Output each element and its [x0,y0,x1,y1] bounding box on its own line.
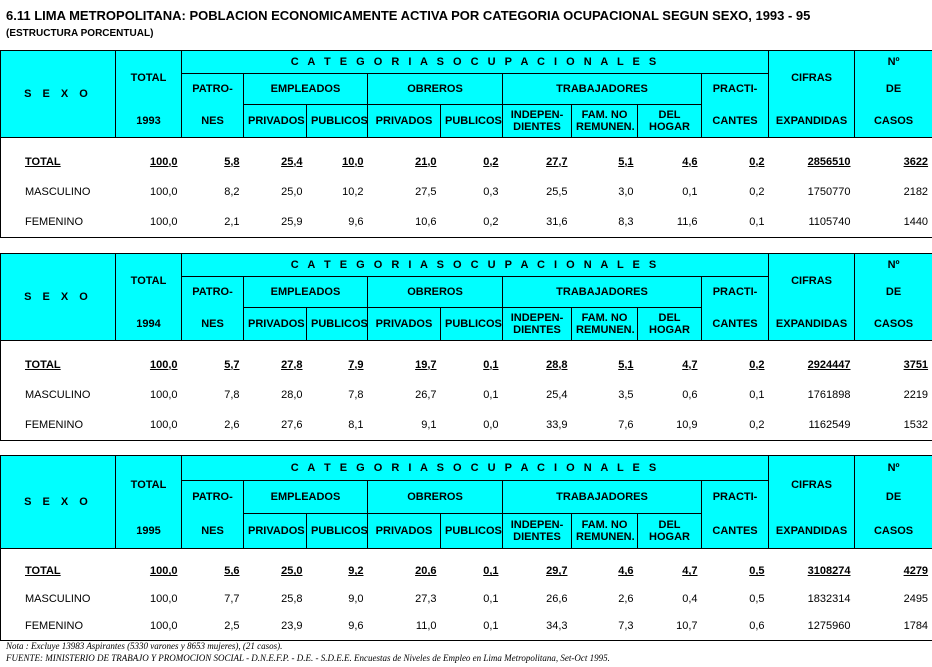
cell-value: 28,0 [281,388,303,401]
cell-value: 5,1 [618,155,634,168]
row-label: FEMENINO [25,620,84,633]
cifras-header: CIFRAS [769,456,855,514]
cell-value: 1750770 [807,185,851,198]
table-row [1,146,932,176]
cell-value: 1832314 [807,592,851,605]
practicantes-header: PRACTI- [702,481,769,514]
cell-value: 0,2 [483,155,499,168]
cell-value: 2,6 [618,592,634,605]
row-label: MASCULINO [25,388,91,401]
header-table [0,253,932,341]
cell-value: 3,5 [618,388,634,401]
empleados-header: EMPLEADOS [244,481,368,514]
table-subtitle: (ESTRUCTURA PORCENTUAL) [6,28,154,39]
footnote: Nota : Excluye 13983 Aspirantes (5330 varones y 8653 mujeres), (21 casos). [6,641,283,651]
cell-value: 10,2 [342,185,364,198]
cell-value: 2182 [903,185,929,198]
patrones-header: PATRO- [182,74,244,105]
obreros-privados-header: PRIVADOS [368,105,441,138]
cell-value: 9,1 [421,419,437,432]
cell-value: 0,1 [749,388,765,401]
cell-value: 21,0 [415,155,437,168]
cell-value: 2495 [903,592,929,605]
table-row [1,585,932,613]
empleados-header: EMPLEADOS [244,74,368,105]
de-header: DE [855,74,932,105]
cell-value: 1162549 [808,419,851,432]
cell-value: 100,0 [149,216,178,229]
data-table [0,138,932,238]
cell-value: 5,8 [224,155,240,168]
de-header: DE [855,277,932,308]
obreros-privados-header: PRIVADOS [368,308,441,341]
sexo-header: S E X O [1,254,116,341]
practicantes-header: PRACTI- [702,277,769,308]
cell-value: 25,4 [546,388,568,401]
n-header: Nº [855,51,932,74]
cell-value: 27,5 [415,185,437,198]
cell-value: 0,3 [483,185,499,198]
cell-value: 100,0 [149,565,178,578]
trabajadores-header: TRABAJADORES [503,74,702,105]
total-header: TOTAL [116,254,182,308]
cell-value: 7,7 [224,592,240,605]
practicantes-header-2: CANTES [702,308,769,341]
cell-value: 100,0 [149,592,178,605]
table-row [1,177,932,207]
row-label: TOTAL [25,565,61,578]
cell-value: 0,1 [749,216,765,229]
sexo-header: S E X O [1,456,116,549]
year-header: 1993 [116,105,182,138]
empleados-privados-header: PRIVADOS [244,514,307,549]
cell-value: 1761898 [807,388,851,401]
cell-value: 27,3 [415,592,437,605]
cifras-header-2: EXPANDIDAS [769,514,855,549]
table-row [1,207,932,237]
cell-value: 0,1 [483,565,499,578]
obreros-privados-header: PRIVADOS [368,514,441,549]
cell-value: 10,0 [342,155,364,168]
cell-value: 100,0 [149,388,178,401]
cell-value: 25,9 [281,216,303,229]
cifras-header-2: EXPANDIDAS [769,105,855,138]
cell-value: 4279 [903,565,929,578]
cifras-header: CIFRAS [769,254,855,308]
table-row [1,380,932,410]
total-header: TOTAL [116,456,182,514]
independientes-header: INDEPEN- DIENTES [503,105,572,138]
cell-value: 4,7 [682,358,698,371]
categorias-header: C A T E G O R I A S O C U P A C I O N A L E S [182,456,769,481]
cell-value: 0,1 [483,592,499,605]
fam-no-remunerados-header: FAM. NO REMUNEN. [572,105,638,138]
data-table [0,549,932,641]
practicantes-header: PRACTI- [702,74,769,105]
cell-value: 100,0 [149,185,178,198]
cell-value: 4,6 [682,155,698,168]
header-table [0,50,932,138]
cell-value: 29,7 [546,565,568,578]
trabajadores-header: TRABAJADORES [503,481,702,514]
cell-value: 1275960 [807,620,851,633]
cell-value: 0,1 [483,620,499,633]
cell-value: 10,6 [415,216,437,229]
cell-value: 0,2 [749,155,765,168]
independientes-header: INDEPEN- DIENTES [503,308,572,341]
cell-value: 25,0 [281,565,303,578]
trabajadores-header: TRABAJADORES [503,277,702,308]
cell-value: 4,7 [682,565,698,578]
cell-value: 7,8 [348,388,364,401]
cell-value: 25,4 [281,155,303,168]
cell-value: 25,5 [546,185,568,198]
cell-value: 25,8 [281,592,303,605]
cell-value: 0,2 [749,419,765,432]
cell-value: 11,0 [415,620,437,633]
cell-value: 25,0 [281,185,303,198]
cifras-header: CIFRAS [769,51,855,105]
fam-no-remunerados-header: FAM. NO REMUNEN. [572,514,638,549]
cell-value: 1105740 [808,216,851,229]
empleados-publicos-header: PUBLICOS [307,514,368,549]
cifras-header-2: EXPANDIDAS [769,308,855,341]
cell-value: 7,8 [224,388,240,401]
row-label: MASCULINO [25,592,91,605]
cell-value: 9,2 [348,565,364,578]
del-hogar-header: DEL HOGAR [638,105,702,138]
table-row [1,349,932,379]
cell-value: 28,8 [546,358,568,371]
cell-value: 9,0 [348,592,364,605]
cell-value: 10,7 [676,620,698,633]
year-block-1995 [0,455,932,641]
cell-value: 11,6 [676,216,698,229]
cell-value: 1440 [903,216,929,229]
cell-value: 10,9 [676,419,698,432]
cell-value: 33,9 [546,419,568,432]
del-hogar-header: DEL HOGAR [638,308,702,341]
obreros-header: OBREROS [368,481,503,514]
cell-value: 7,3 [618,620,634,633]
independientes-header: INDEPEN- DIENTES [503,514,572,549]
cell-value: 0,1 [682,185,698,198]
fam-no-remunerados-header: FAM. NO REMUNEN. [572,308,638,341]
empleados-privados-header: PRIVADOS [244,105,307,138]
table-row [1,410,932,440]
cell-value: 7,9 [348,358,364,371]
cell-value: 0,1 [483,358,499,371]
cell-value: 5,1 [618,358,634,371]
total-header: TOTAL [116,51,182,105]
obreros-header: OBREROS [368,277,503,308]
row-label: FEMENINO [25,419,84,432]
cell-value: 4,6 [618,565,634,578]
patrones-header: PATRO- [182,277,244,308]
cell-value: 7,6 [618,419,634,432]
cell-value: 2,5 [224,620,240,633]
patrones-header-2: NES [182,308,244,341]
cell-value: 34,3 [546,620,568,633]
casos-header: CASOS [855,105,932,138]
cell-value: 0,0 [483,419,499,432]
source-note: FUENTE: MINISTERIO DE TRABAJO Y PROMOCION SOCIAL - D.N.E.F.P. - D.E. - S.D.E.E. Encuestas de Niveles de Empleo en Lima Metropolitana, Set-Oct 1995. [6,653,610,663]
cell-value: 27,6 [281,419,303,432]
cell-value: 8,3 [618,216,634,229]
cell-value: 9,6 [348,216,364,229]
de-header: DE [855,481,932,514]
del-hogar-header: DEL HOGAR [638,514,702,549]
obreros-publicos-header: PUBLICOS [441,105,503,138]
cell-value: 23,9 [281,620,303,633]
cell-value: 0,2 [749,358,765,371]
cell-value: 0,1 [483,388,499,401]
cell-value: 2856510 [807,155,851,168]
table-title: 6.11 LIMA METROPOLITANA: POBLACION ECONOMICAMENTE ACTIVA POR CATEGORIA OCUPACIONAL SEGUN SEXO, 1993 - 95 [6,8,811,23]
empleados-publicos-header: PUBLICOS [307,105,368,138]
practicantes-header-2: CANTES [702,514,769,549]
year-block-1994 [0,253,932,441]
cell-value: 31,6 [546,216,568,229]
cell-value: 26,7 [415,388,437,401]
obreros-publicos-header: PUBLICOS [441,308,503,341]
cell-value: 9,6 [348,620,364,633]
row-label: TOTAL [25,358,61,371]
cell-value: 0,6 [682,388,698,401]
cell-value: 27,8 [281,358,303,371]
cell-value: 20,6 [415,565,437,578]
cell-value: 0,4 [682,592,698,605]
cell-value: 100,0 [149,358,178,371]
cell-value: 0,6 [749,620,765,633]
cell-value: 3751 [903,358,929,371]
obreros-header: OBREROS [368,74,503,105]
cell-value: 8,2 [224,185,240,198]
year-block-1993 [0,50,932,238]
cell-value: 1532 [903,419,929,432]
cell-value: 19,7 [415,358,437,371]
empleados-header: EMPLEADOS [244,277,368,308]
patrones-header-2: NES [182,105,244,138]
cell-value: 3622 [903,155,929,168]
cell-value: 27,7 [546,155,568,168]
table-row [1,558,932,586]
categorias-header: C A T E G O R I A S O C U P A C I O N A L E S [182,51,769,74]
cell-value: 2,1 [224,216,240,229]
cell-value: 2,6 [224,419,240,432]
cell-value: 0,5 [749,592,765,605]
cell-value: 2219 [903,388,929,401]
cell-value: 100,0 [149,620,178,633]
data-table [0,341,932,441]
obreros-publicos-header: PUBLICOS [441,514,503,549]
header-table [0,455,932,549]
year-header: 1994 [116,308,182,341]
categorias-header: C A T E G O R I A S O C U P A C I O N A L E S [182,254,769,277]
cell-value: 0,2 [749,185,765,198]
cell-value: 3108274 [807,565,851,578]
casos-header: CASOS [855,308,932,341]
row-label: TOTAL [25,155,61,168]
row-label: MASCULINO [25,185,91,198]
n-header: Nº [855,254,932,277]
empleados-publicos-header: PUBLICOS [307,308,368,341]
year-header: 1995 [116,514,182,549]
patrones-header: PATRO- [182,481,244,514]
cell-value: 2924447 [807,358,851,371]
cell-value: 1784 [903,620,929,633]
cell-value: 0,5 [749,565,765,578]
practicantes-header-2: CANTES [702,105,769,138]
patrones-header-2: NES [182,514,244,549]
cell-value: 100,0 [149,419,178,432]
cell-value: 0,2 [483,216,499,229]
row-label: FEMENINO [25,216,84,229]
cell-value: 8,1 [348,419,364,432]
n-header: Nº [855,456,932,481]
sexo-header: S E X O [1,51,116,138]
cell-value: 5,7 [224,358,240,371]
cell-value: 3,0 [618,185,634,198]
casos-header: CASOS [855,514,932,549]
cell-value: 5,6 [224,565,240,578]
table-row [1,613,932,641]
cell-value: 26,6 [546,592,568,605]
empleados-privados-header: PRIVADOS [244,308,307,341]
cell-value: 100,0 [149,155,178,168]
